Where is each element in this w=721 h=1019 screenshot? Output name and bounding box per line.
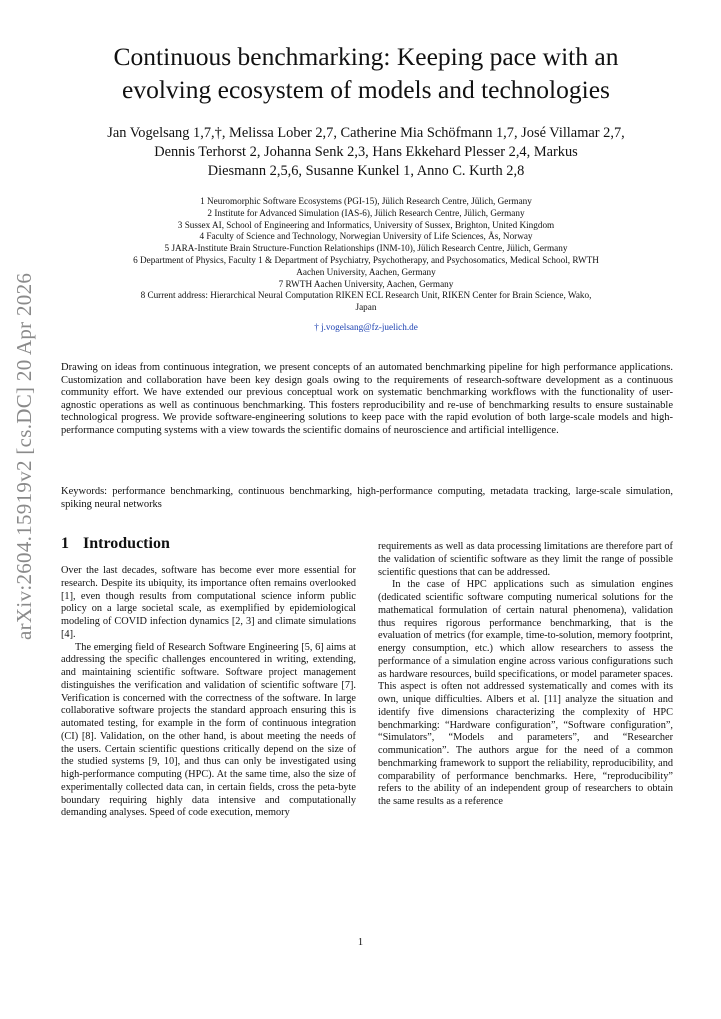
section-heading <box>61 535 170 553</box>
left-column <box>61 565 356 820</box>
section-number: 1 <box>61 535 69 552</box>
paragraph: The emerging field of Research Software Engineering [5, 6] aims at addressing the specific challenges encountered in writing, extending, and maintaining scientific software. Software project management distinguishes the verification and validation of scientific software [7]. Verification is concerned with the correctness of the software. In large collaborative software projects the standard approach ensuring this is automated testing, for example in the form of continuous integration (CI) [8]. Validation, on the other hand, is about meeting the needs of the users. Certain scientific questions critically depend on the size of the studied systems [9, 10], and thus can only be investigated using high-performance computing (HPC). At the same time, also the size of experimentally collected data can, in certain fields, cross the peta-byte boundary requiring highly data intensive and computationally demanding analyses. Speed of code execution, memory <box>61 641 356 819</box>
affiliation-6: 6 Department of Physics, Faculty 1 & Department of Psychiatry, Psychotherapy, and Psychosomatics, Medical School, RWTH <box>133 254 599 265</box>
affiliation-8-cont: Japan <box>355 302 377 313</box>
affiliation-3: 3 Sussex AI, School of Engineering and Informatics, University of Sussex, Brighton, United Kingdom <box>177 219 555 230</box>
page-number: 1 <box>357 937 364 948</box>
affiliation-8: 8 Current address: Hierarchical Neural Computation RIKEN ECL Research Unit, RIKEN Center for Brain Science, Wako, <box>140 290 592 301</box>
keywords: Keywords: performance benchmarking, continuous benchmarking, high-performance computing, metadata tracking, large-scale simulation, spiking neural networks <box>61 486 673 510</box>
arxiv-stamp: arXiv:2604.15919v2 [cs.DC] 20 Apr 2026 <box>12 272 36 640</box>
corresponding-email-link[interactable]: † j.vogelsang@fz-juelich.de <box>314 321 418 332</box>
abstract: Drawing on ideas from continuous integration, we present concepts of an automated benchmarking pipeline for high performance applications. Customization and collaboration have been key design goals owing to the requirements of research-software development as a continuous community effort. We have extended our previous conceptual work on systematic benchmarking workflows with the functionality of user-agnostic operations as well as continuous benchmarking. This fosters reproducibility and re-use of benchmarking results to ensure sustainable technological progress. We provide software-engineering solutions to keep pace with the rapid evolution of both large-scale models and high-performance computing systems with a view towards the scientific domains of neuroscience and artificial intelligence. <box>61 362 673 436</box>
author-list <box>50 124 682 181</box>
affiliation-6-cont: Aachen University, Aachen, Germany <box>296 266 436 277</box>
author-line-3: Diesmann 2,5,6, Susanne Kunkel 1, Anno C. Kurth 2,8 <box>207 163 525 179</box>
affiliations <box>55 196 677 334</box>
affiliation-2: 2 Institute for Advanced Simulation (IAS-6), Jülich Research Centre, Jülich, Germany <box>207 207 525 218</box>
affiliation-4: 4 Faculty of Science and Technology, Norwegian University of Life Sciences, Ås, Norway <box>199 231 533 242</box>
affiliation-7: 7 RWTH Aachen University, Aachen, Germany <box>278 278 454 289</box>
affiliation-1: 1 Neuromorphic Software Ecosystems (PGI-15), Jülich Research Centre, Jülich, Germany <box>200 196 532 206</box>
title-line-2: evolving ecosystem of models and technologies <box>122 75 610 104</box>
title-line-1: Continuous benchmarking: Keeping pace with an <box>113 42 619 71</box>
paragraph: Over the last decades, software has become ever more essential for research. Despite its ubiquity, its importance often remains overlooked [1], even though results from computational science inform public policy on a large societal scale, as exemplified by epidemiological modeling of COVID infection dynamics [2, 3] and climate simulations [4]. <box>61 565 356 640</box>
paragraph: requirements as well as data processing limitations are therefore part of the validation of scientific software as they limit the range of possible scientific questions that can be addressed. <box>378 541 673 578</box>
paragraph: In the case of HPC applications such as simulation engines (dedicated scientific software computing numerical solutions for the mathematical formulation of certain natural phenomena), validation thus requires rigorous performance benchmarking, that is the evaluation of metrics (for example, time-to-solution, memory footprint, energy consumption, etc.) which allow researchers to assess the performance of a simulation engine across various configurations such as hardware resources, build specifications, or model parameter spaces. This aspect is often not addressed systematically and comes with its own, unique difficulties. Albers et al. [11] analyze the situation and identify five dimensions characterizing the complexity of HPC benchmarking: “Hardware configuration”, “Software configuration”, “Simulators”, “Models and parameters”, and “Researcher communication”. The authors argue for the need of a common benchmarking framework to support the reliability, reproducibility, and comparability of performance benchmarks. Here, “reproducibility” refers to the ability of an independent group of researchers to obtain the same results as a reference <box>378 579 673 807</box>
section-title-text: Introduction <box>83 535 170 552</box>
paper-title <box>40 40 692 106</box>
right-column <box>378 541 673 809</box>
affiliation-5: 5 JARA-Institute Brain Structure-Function Relationships (INM-10), Jülich Research Centre, Jülich, Germany <box>164 243 568 254</box>
author-line-2: Dennis Terhorst 2, Johanna Senk 2,3, Hans Ekkehard Plesser 2,4, Markus <box>154 144 578 160</box>
author-line-1: Jan Vogelsang 1,7,†, Melissa Lober 2,7, Catherine Mia Schöfmann 1,7, José Villamar 2,7, <box>107 125 625 141</box>
